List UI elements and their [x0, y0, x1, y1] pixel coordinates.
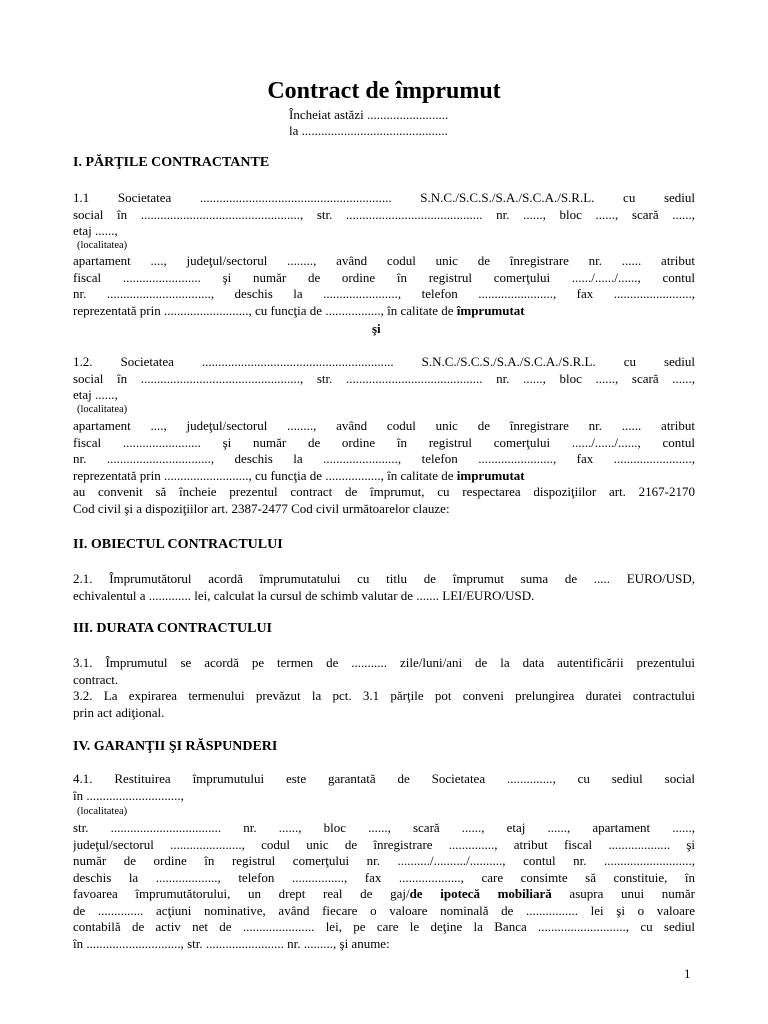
section-4-line: număr de ordine în registrul comerţului nr. ........../........../.........., contul nr. ...........................,: [73, 853, 695, 868]
section-4-line: judeţul/sectorul ......................, codul unic de înregistrare .............., atribut fiscal ................... şi: [73, 836, 695, 852]
party-1-line: apartament ...., judeţul/sectorul ........, având codul unic de înregistrare nr. ...... atribut: [73, 253, 695, 268]
section-2-heading: II. OBIECTUL CONTRACTULUI: [73, 537, 283, 552]
section-4-line: în .............................,: [73, 787, 184, 803]
party-1-line: etaj ......,: [73, 223, 118, 238]
party-1-paragraph: [73, 190, 695, 240]
party-2-role: imprumutat: [456, 467, 525, 483]
section-4-line: contabilă de activ net de ...................... lei, pe care le deţine la Banca ..........................., cu sediul: [73, 919, 695, 934]
party-1-representative-text: reprezentată prin .........................., cu funcţia de ................., în calitate de: [73, 302, 457, 318]
section-2-line: 2.1. Împrumutătorul acordă împrumutatului cu titlu de împrumut suma de ..... EURO/USD,: [73, 571, 695, 586]
party-1-representative-line: [73, 303, 695, 320]
party-2-line: etaj ......,: [73, 387, 118, 402]
concluded-at-line: la .............................................: [289, 123, 448, 138]
party-1-line: nr. ................................, deschis la ......................., telefon ......................., fax ........................,: [73, 286, 695, 301]
party-1-line: social în ................................................., str. .......................................... nr. ......, bloc ......, scară ......,: [73, 206, 695, 222]
party-1-line: fiscal ........................ şi număr de ordine în registrul comerţului ....../....../......, contul: [73, 269, 695, 285]
party-2-line: fiscal ........................ şi număr de ordine în registrul comerţului ....../....../......, contul: [73, 434, 695, 450]
party-1-paragraph-cont: [73, 253, 695, 319]
section-3-heading: III. DURATA CONTRACTULUI: [73, 621, 273, 636]
page-number: 1: [684, 966, 691, 981]
agreement-line: Cod civil şi a dispoziţiilor art. 2387-2477 Cod civil următoarelor clauze:: [73, 500, 450, 516]
section-3-line: 3.1. Împrumutul se acordă pe termen de ........... zile/luni/ani de la data autentificării prezentului: [73, 655, 695, 670]
party-2-line: apartament ...., judeţul/sectorul ........, având codul unic de înregistrare nr. ...... atribut: [73, 418, 695, 433]
section-4-line: deschis la ..................., telefon ................, fax ..................., care consimte să constituie, în: [73, 869, 695, 885]
party-2-line: nr. ................................, deschis la ......................., telefon ......................., fax ........................,: [73, 451, 695, 466]
concluded-today-line: Încheiat astăzi .........................: [289, 107, 449, 122]
party-2-line: social în ................................................., str. .......................................... nr. ......, bloc ......, scară ......,: [73, 370, 695, 386]
section-3-line: contract.: [73, 671, 119, 687]
section-4-line: în ............................., str. ........................ nr. ........., şi anume:: [73, 935, 390, 951]
section-4-paragraph-cont: [73, 820, 695, 952]
party-2-locality-note: (localitatea): [77, 404, 128, 415]
section-1-heading: I. PĂRŢILE CONTRACTANTE: [73, 155, 270, 170]
section-4-locality-note: (localitatea): [77, 806, 128, 817]
agreement-line: au convenit să încheie prezentul contract de împrumut, cu respectarea dispoziţiilor art. 2167-2170: [73, 484, 695, 499]
party-1-locality-note: (localitatea): [77, 240, 128, 251]
section-2-paragraph: [73, 571, 695, 604]
section-3-line: 3.2. La expirarea termenului prevăzut la pct. 3.1 părţile pot conveni prelungirea duratei contractului: [73, 688, 695, 703]
party-2-paragraph: [73, 354, 695, 404]
party-1-role: împrumutat: [456, 302, 525, 318]
section-3-line: prin act adiţional.: [73, 704, 165, 720]
party-2-representative-text: reprezentată prin .........................., cu funcţia de ................., în calitate de: [73, 467, 457, 483]
party-2-line: 1.2. Societatea ........................................................... S.N.C./S.C.S./S.A./S.C.A./S.R.L. cu sediul: [73, 354, 695, 369]
document-title: Contract de împrumut: [267, 78, 501, 104]
section-4-line: 4.1. Restituirea împrumutului este garantată de Societatea .............., cu sediul social: [73, 771, 695, 786]
section-3-paragraph: [73, 655, 695, 721]
section-4-pledge-text-b: asupra unui număr: [551, 886, 695, 901]
section-4-pledge-bold: de ipotecă mobiliară: [409, 886, 552, 901]
party-2-representative-line: [73, 468, 695, 485]
party-1-line: 1.1 Societatea ........................................................... S.N.C./S.C.S./S.A./S.C.A./S.R.L. cu sediul: [73, 190, 695, 205]
section-4-line: str. .................................. nr. ......, bloc ......, scară ......, etaj ......, apartament ......,: [73, 820, 695, 835]
section-4-pledge-line: [73, 886, 695, 903]
section-4-pledge-text-a: favoarea împrumutătorului, un drept real de gaj/: [73, 886, 410, 901]
section-2-line: echivalentul a ............. lei, calculat la cursul de schimb valutar de ....... LEI/EURO/USD.: [73, 587, 535, 603]
section-4-heading: IV. GARANŢII ŞI RĂSPUNDERI: [73, 739, 278, 754]
section-4-paragraph: [73, 771, 695, 804]
party-2-paragraph-cont: [73, 418, 695, 517]
and-conjunction: şi: [372, 321, 381, 336]
section-4-line: de .............. acţiuni nominative, având fiecare o valoare nominală de ................ lei şi o valoare: [73, 902, 695, 918]
